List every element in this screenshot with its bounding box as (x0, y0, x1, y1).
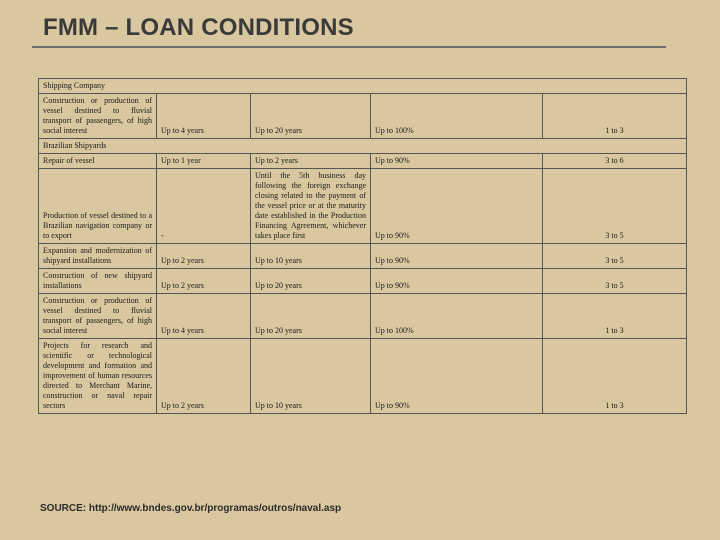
term-cell: - (157, 169, 251, 244)
financed-item-cell: Projects for research and scientific or technological development and formation and improvement of human resources directed to Merchant Marine, construction or naval repair sectors (39, 339, 157, 414)
term-cell: Up to 4 years (157, 94, 251, 139)
period-cell: Up to 2 years (251, 154, 371, 169)
financed-item-cell: Repair of vessel (39, 154, 157, 169)
period-cell: Up to 20 years (251, 269, 371, 294)
share-cell: Up to 90% (371, 339, 543, 414)
rate-cell: 1 to 3 (543, 294, 687, 339)
section-label: Brazilian Shipyards (39, 139, 687, 154)
rate-cell: 1 to 3 (543, 94, 687, 139)
rate-cell: 3 to 5 (543, 269, 687, 294)
share-cell: Up to 100% (371, 94, 543, 139)
table-row (39, 269, 687, 294)
source-note: SOURCE: http://www.bndes.gov.br/programas/outros/naval.asp (40, 503, 342, 514)
financed-item-cell: Production of vessel destined to a Brazilian navigation company or to export (39, 169, 157, 244)
rate-cell: 1 to 3 (543, 339, 687, 414)
period-cell: Up to 20 years (251, 94, 371, 139)
share-cell: Up to 90% (371, 269, 543, 294)
term-cell: Up to 2 years (157, 339, 251, 414)
financed-item-cell: Construction or production of vessel destined to fluvial transport of passengers, of high social interest (39, 294, 157, 339)
title-underline (32, 46, 666, 48)
section-row-brazilian-shipyards (39, 139, 687, 154)
rate-cell: 3 to 6 (543, 154, 687, 169)
section-row-shipping-company (39, 79, 687, 94)
share-cell: Up to 100% (371, 294, 543, 339)
page-title: FMM – LOAN CONDITIONS (43, 14, 354, 41)
period-cell: Up to 20 years (251, 294, 371, 339)
table-row (39, 169, 687, 244)
rate-cell: 3 to 5 (543, 169, 687, 244)
term-cell: Up to 2 years (157, 244, 251, 269)
financed-item-cell: Construction of new shipyard installations (39, 269, 157, 294)
table-row (39, 339, 687, 414)
period-cell: Up to 10 years (251, 339, 371, 414)
period-cell: Until the 5th business day following the foreign exchange closing related to the payment of the vessel price or at the maturity date established in the Production Financing Agreement, whichever takes place first (251, 169, 371, 244)
term-cell: Up to 2 years (157, 269, 251, 294)
table-row (39, 294, 687, 339)
share-cell: Up to 90% (371, 244, 543, 269)
term-cell: Up to 1 year (157, 154, 251, 169)
share-cell: Up to 90% (371, 169, 543, 244)
period-cell: Up to 10 years (251, 244, 371, 269)
section-label: Shipping Company (39, 79, 687, 94)
table-row (39, 244, 687, 269)
share-cell: Up to 90% (371, 154, 543, 169)
table-row (39, 154, 687, 169)
financed-item-cell: Expansion and modernization of shipyard installations (39, 244, 157, 269)
term-cell: Up to 4 years (157, 294, 251, 339)
rate-cell: 3 to 5 (543, 244, 687, 269)
loan-conditions-table (38, 78, 687, 414)
financed-item-cell: Construction or production of vessel destined to fluvial transport of passengers, of high social interest (39, 94, 157, 139)
table-row (39, 94, 687, 139)
